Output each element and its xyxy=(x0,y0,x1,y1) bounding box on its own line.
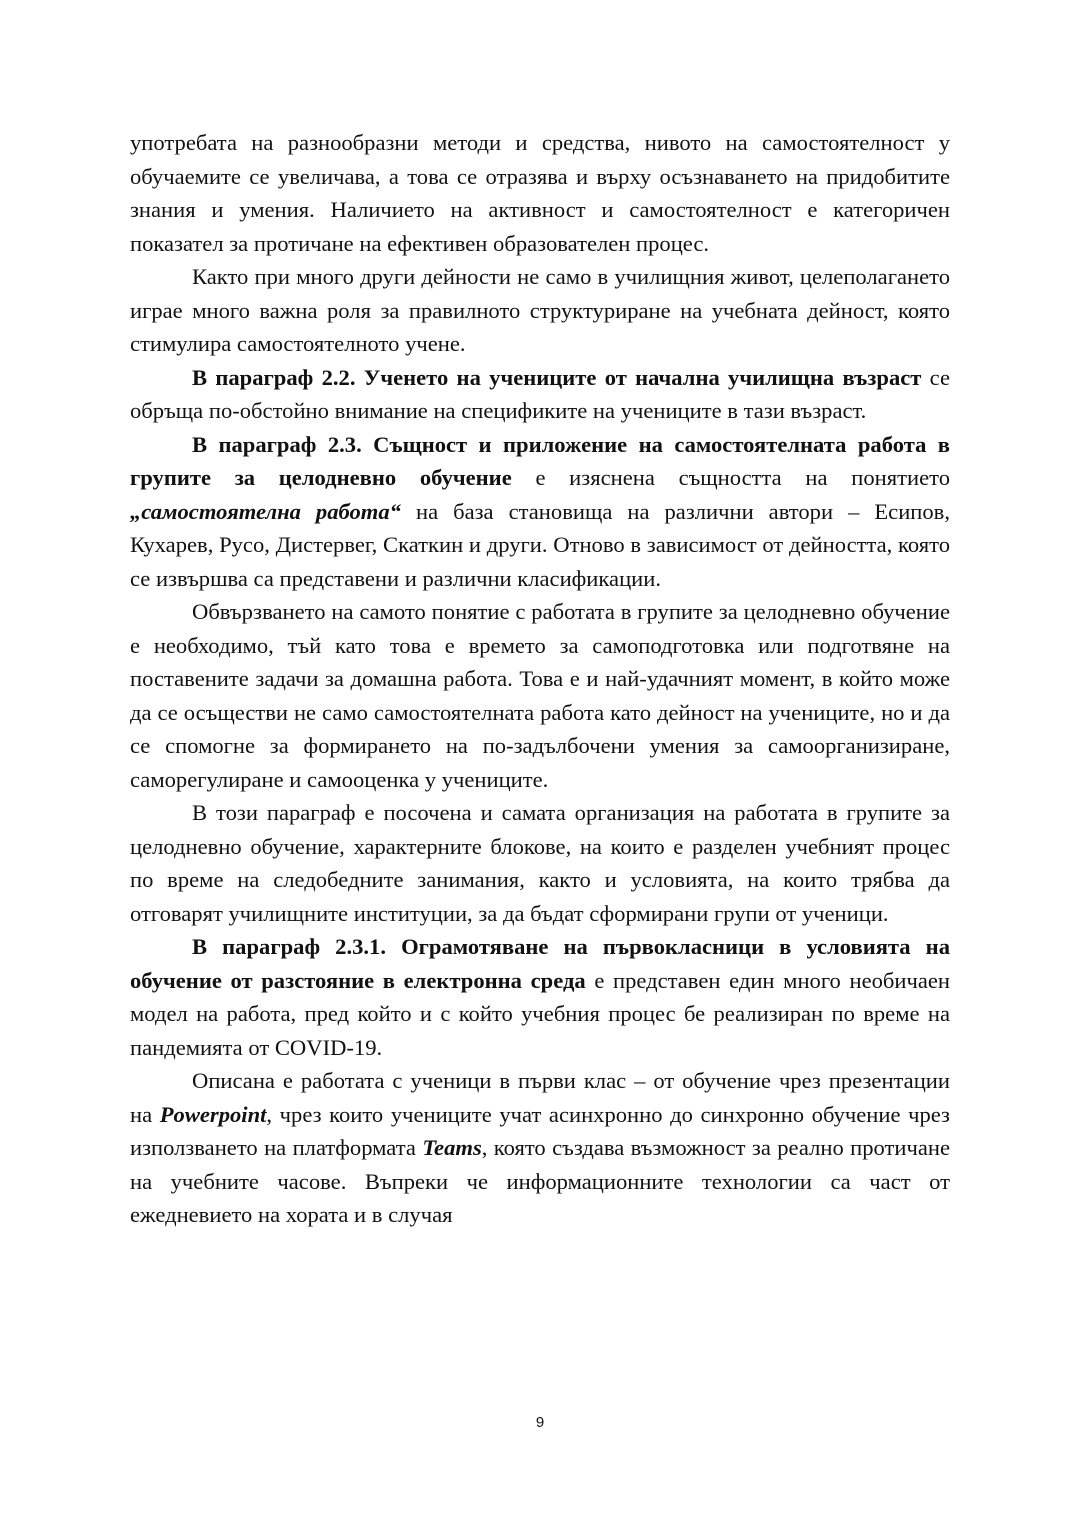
paragraph-7-text: е представен един много необичаен модел на работа, пред който и с който учебния процес бе реализиран по време на пандемията от COVID-19. xyxy=(130,967,950,1060)
paragraph-7 xyxy=(130,930,950,1064)
paragraph-1-text: употребата на разнообразни методи и средства, нивото на самостоятелност у обучаемите се увеличава, а това се отразява и върху осъзнаването на придобитите знания и умения. Наличието на активност и самостоятелност е категоричен показател за протичане на ефективен образователен процес. xyxy=(130,130,950,256)
paragraph-5-text: Обвързването на самото понятие с работата в групите за целодневно обучение е необходимо, тъй като това е времето за самоподготовка или подготвяне на поставените задачи за домашна работа. Това е и най-удачният момент, в който може да се осъществи не само самостоятелната работа като дейност на учениците, но и да се спомогне за формирането на по-задълбочени умения за самоорганизиране, саморегулиране и самооценка у учениците. xyxy=(130,599,950,792)
paragraph-3-heading: В параграф 2.2. Ученето на учениците от начална училищна възраст xyxy=(192,364,922,390)
paragraph-8-term-powerpoint: Powerpoint xyxy=(159,1101,267,1127)
paragraph-8-term-teams: Teams xyxy=(422,1135,482,1160)
body-text xyxy=(130,126,950,1232)
paragraph-4-text-b: на база становища на различни автори – Есипов, Кухарев, Русо, Дистервег, Скаткин и други. Отново в зависимост от дейността, която се извършва са представени и различни класификации. xyxy=(130,498,950,591)
paragraph-2 xyxy=(130,260,950,361)
paragraph-4 xyxy=(130,428,950,596)
paragraph-4-text-a: е изяснена същността на понятието xyxy=(511,465,950,490)
paragraph-2-text: Както при много други дейности не само в училищния живот, целеполагането играе много важна роля за правилното структуриране на учебната дейност, която стимулира самостоятелното учене. xyxy=(130,264,950,356)
paragraph-4-heading: В параграф 2.3. Същност и приложение на самостоятелната работа в групите за целодневно обучение xyxy=(130,431,950,490)
paragraph-6-text: В този параграф е посочена и самата организация на работата в групите за целодневно обучение, характерните блокове, на които е разделен учебният процес по време на следобедните занимания, както и условията, на които трябва да отговарят училищните институции, за да бъдат сформирани групи от ученици. xyxy=(130,800,950,926)
paragraph-4-term: „самостоятелна работа“ xyxy=(130,498,401,524)
paragraph-1 xyxy=(130,126,950,260)
paragraph-8-text-c: , която създава възможност за реално протичане на учебните часове. Въпреки че информационните технологии са част от ежедневието на хората и в случая xyxy=(130,1135,950,1227)
page-number: 9 xyxy=(535,1414,545,1431)
paragraph-8 xyxy=(130,1064,950,1232)
paragraph-8-text-a: Описана е работата с ученици в първи клас – от обучение чрез презентации на xyxy=(130,1068,950,1127)
paragraph-7-heading: В параграф 2.3.1. Ограмотяване на първокласници в условията на обучение от разстояние в електронна среда xyxy=(130,934,950,993)
paragraph-8-text-b: , чрез които учениците учат асинхронно до синхронно обучение чрез използването на платформата xyxy=(130,1101,950,1160)
paragraph-6 xyxy=(130,796,950,930)
paragraph-3-text: се обръща по-обстойно внимание на спецификите на учениците в тази възраст. xyxy=(130,364,951,423)
paragraph-3 xyxy=(130,361,950,428)
paragraph-5 xyxy=(130,595,950,796)
